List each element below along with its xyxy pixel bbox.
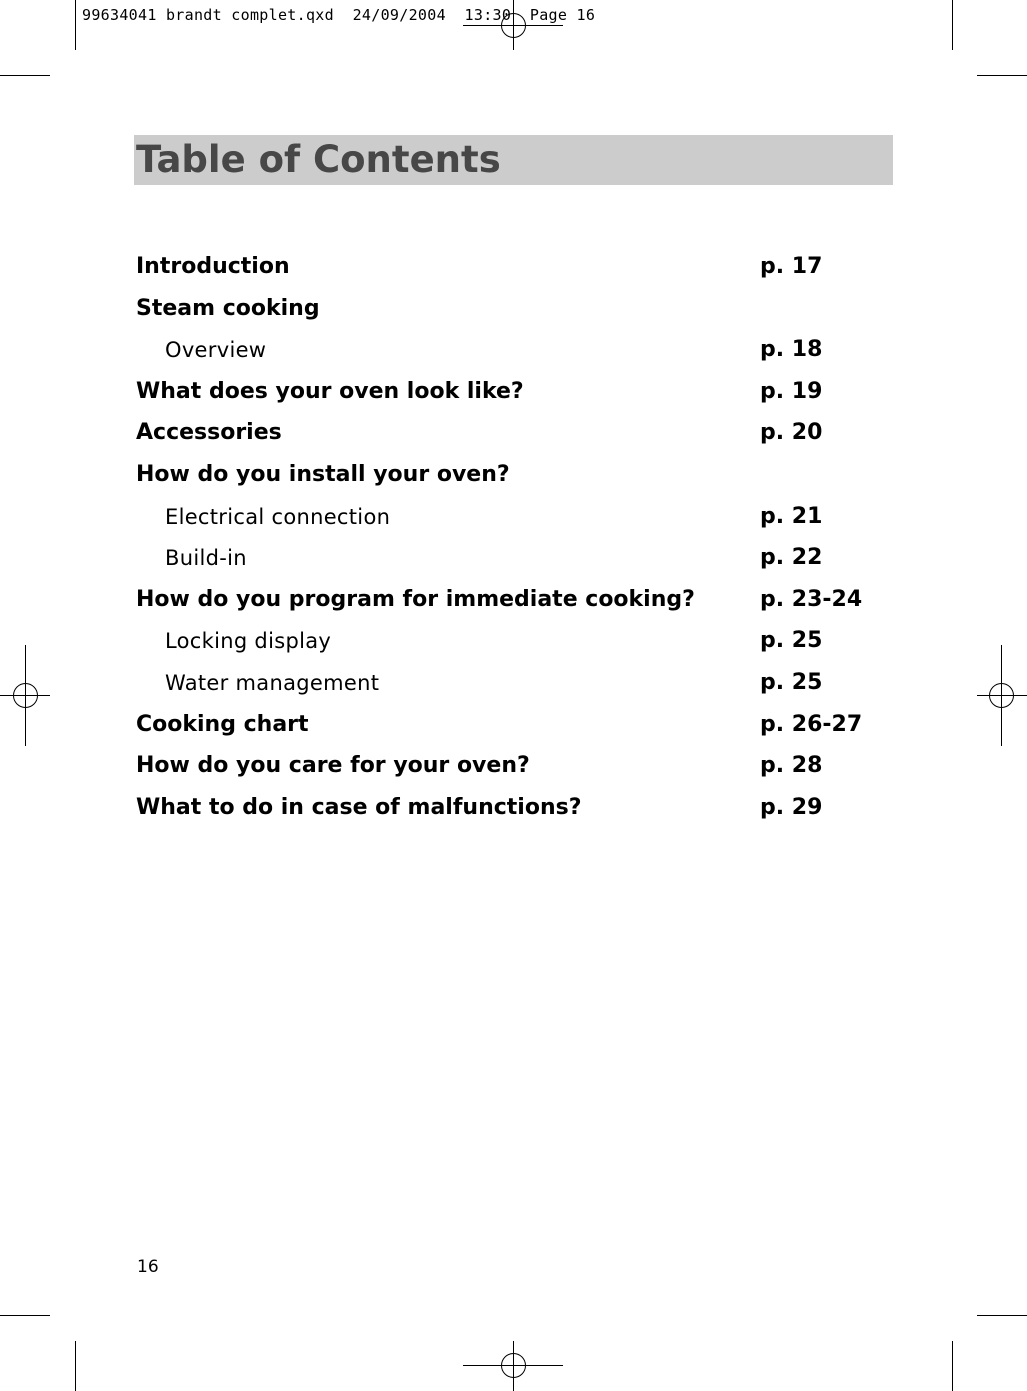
page-title: Table of Contents <box>136 138 501 181</box>
toc-entry <box>136 746 896 788</box>
toc-entry-page: p. 23-24 <box>760 586 863 612</box>
toc-entry <box>136 330 896 372</box>
toc-entry <box>136 788 896 830</box>
toc-subentry-label: Locking display <box>165 629 332 654</box>
title-banner <box>134 135 893 185</box>
registration-mark-right <box>977 645 1027 746</box>
toc-entry-page: p. 26-27 <box>760 711 863 737</box>
toc-entry <box>136 497 896 539</box>
toc-entry <box>136 247 896 289</box>
toc-entry-label: What to do in case of malfunctions? <box>136 794 582 820</box>
table-of-contents <box>136 247 896 829</box>
toc-entry-label: How do you install your oven? <box>136 461 510 487</box>
toc-entry <box>136 455 896 497</box>
toc-entry-label: Introduction <box>136 254 290 279</box>
toc-entry-page: p. 20 <box>760 420 823 446</box>
toc-entry-page: p. 19 <box>760 378 823 404</box>
registration-mark-left <box>0 645 50 746</box>
toc-subentry-label: Water management <box>165 670 380 695</box>
toc-entry-page: p. 18 <box>760 337 823 363</box>
toc-entry-page: p. 28 <box>760 753 823 779</box>
toc-entry-label: Steam cooking <box>136 295 320 321</box>
toc-entry-page: p. 25 <box>760 669 823 695</box>
registration-mark-bottom <box>463 1341 563 1391</box>
toc-entry-page: p. 25 <box>760 628 823 654</box>
toc-entry-page: p. 29 <box>760 794 823 820</box>
print-slug-line: 99634041 brandt complet.qxd 24/09/2004 13:30 Page 16 <box>82 6 596 24</box>
toc-entry-label: How do you care for your oven? <box>136 753 530 779</box>
page-number: 16 <box>137 1257 159 1277</box>
toc-entry <box>136 705 896 747</box>
toc-entry-label: How do you program for immediate cooking? <box>136 586 695 612</box>
toc-subentry-label: Electrical connection <box>165 504 391 529</box>
toc-entry <box>136 413 896 455</box>
toc-subentry-label: Overview <box>165 338 267 363</box>
toc-entry-label: Cooking chart <box>136 711 309 737</box>
toc-entry <box>136 538 896 580</box>
toc-subentry-label: Build-in <box>165 546 247 571</box>
toc-entry-label: What does your oven look like? <box>136 378 524 404</box>
toc-entry <box>136 621 896 663</box>
toc-entry <box>136 663 896 705</box>
toc-entry <box>136 580 896 622</box>
toc-entry <box>136 289 896 331</box>
toc-entry-page: p. 22 <box>760 545 823 571</box>
toc-entry-page: p. 21 <box>760 503 823 529</box>
toc-entry-label: Accessories <box>136 420 282 446</box>
toc-entry-page: p. 17 <box>760 254 823 279</box>
toc-entry <box>136 372 896 414</box>
